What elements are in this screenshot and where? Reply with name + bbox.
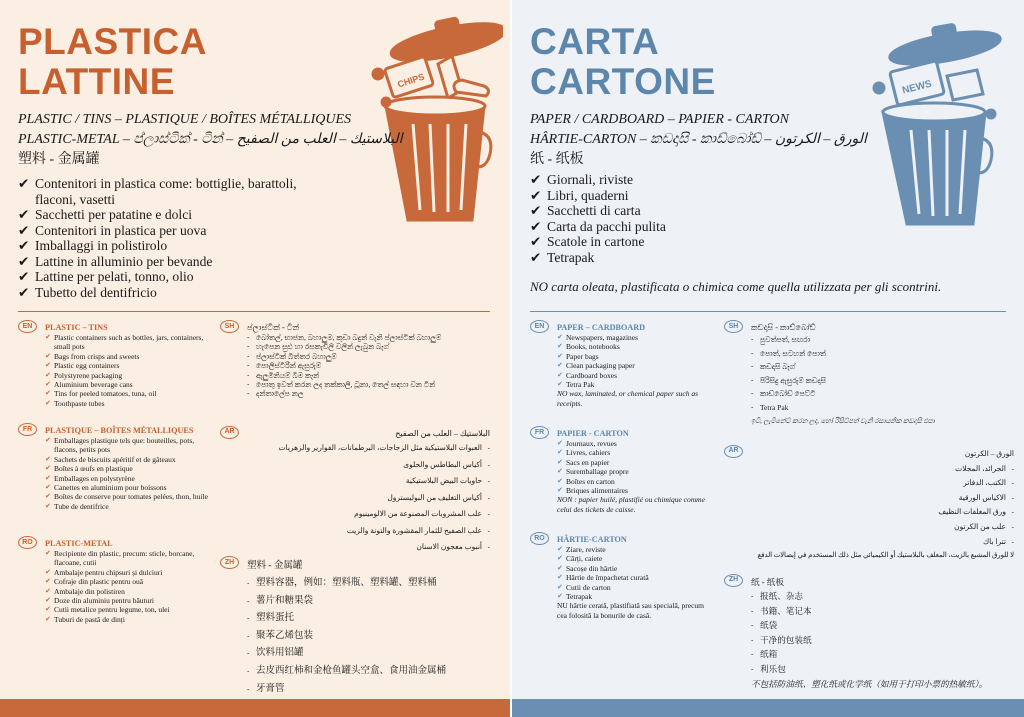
section-note: 不包括防油纸、塑化纸或化学纸（如用于打印小票的热敏纸）。 bbox=[751, 678, 988, 689]
paper-subtitle-zh: 纸 - 纸板 bbox=[530, 152, 584, 167]
list-item: - 聚苯乙烯包装 bbox=[247, 628, 500, 646]
section-sh bbox=[220, 322, 490, 399]
list-item: ✔ Books, notebooks bbox=[557, 342, 710, 351]
language-badge: ZH bbox=[724, 574, 743, 587]
divider bbox=[530, 311, 1006, 312]
list-item: ✔ Sacs en papier bbox=[557, 458, 710, 467]
list-item: - ප්ලාස්ටික් බිත්තර බහාලුම් bbox=[247, 352, 490, 361]
list-item: - حاويات البيض البلاستيكية bbox=[247, 473, 490, 490]
list-item: - تترا باك bbox=[751, 535, 1014, 550]
section-title: البلاستيك – العلب من الصفيح bbox=[395, 429, 490, 438]
list-item: - ඇලුමිනියම් බීම කෑන් bbox=[247, 371, 490, 380]
section-note: لا للورق المشبع بالزيت، المغلف بالبلاستيك أو الكيميائي مثل ذلك المستخدم في إيصالات الدفع bbox=[757, 552, 1014, 560]
plastic-subtitle-2: PLASTIC-METAL – ප්ලාස්ටික් - ටින් – البلاستيك – العلب من الصفيح bbox=[18, 132, 403, 147]
list-item: - الجرائد، المجلات bbox=[751, 462, 1014, 477]
list-item: ✔ Canettes en aluminium pour boissons bbox=[45, 483, 214, 492]
list-item: - 报纸、杂志 bbox=[751, 589, 1014, 604]
list-item: ✔ Tubetto del dentifricio bbox=[18, 285, 338, 301]
bin-label: CHIPS bbox=[396, 71, 426, 90]
language-badge: FR bbox=[18, 423, 37, 436]
list-item: ✔ Clean packaging paper bbox=[557, 361, 710, 370]
language-badge: SH bbox=[724, 320, 743, 333]
section-zh bbox=[724, 576, 1014, 691]
list-item: ✔ Paper bags bbox=[557, 352, 710, 361]
list-item: - පොලිස්ටිරීන් ඇසුරුම් bbox=[247, 361, 490, 370]
plastic-subtitle-1: PLASTIC / TINS – PLASTIQUE / BOÎTES MÉTALLIQUES bbox=[18, 112, 352, 127]
list-item: ✔ Imballaggi in polistirolo bbox=[18, 238, 338, 254]
list-item: ✔ Plastic containers such as bottles, jars, containers, small pots bbox=[45, 333, 214, 352]
plastic-panel bbox=[0, 0, 510, 717]
list-item: ✔ Aluminium beverage cans bbox=[45, 380, 214, 389]
paper-warning-note: NO carta oleata, plastificata o chimica come quella utilizzata per gli scontrini. bbox=[530, 279, 942, 294]
section-title: කඩදාසි - කාඩ්බෝඩ් bbox=[751, 323, 816, 332]
trash-bin-plastic-icon bbox=[368, 14, 503, 224]
list-item: - 纸袋 bbox=[751, 618, 1014, 633]
list-item: ✔ Contenitori in plastica per uova bbox=[18, 223, 338, 239]
list-item: - ورق المغلفات النظيف bbox=[751, 505, 1014, 520]
list-item: ✔ Boîtes de conserve pour tomates pelées, thon, huile bbox=[45, 492, 214, 501]
list-item: ✔ Cutii de carton bbox=[557, 583, 714, 592]
list-item: - බෝතල්, භාජන, බහාලුම, කුඩා බදුන් වැනි ප්ලාස්ටික් බහාලුම් bbox=[247, 333, 490, 342]
list-item: - علب الصفيح للثمار المقشورة والتونة والزيت bbox=[247, 523, 490, 540]
list-item: ✔ Lattine per pelati, tonno, olio bbox=[18, 269, 338, 285]
list-item: ✔ Briques alimentaires bbox=[557, 486, 710, 495]
list-item: ✔ Livres, cahiers bbox=[557, 448, 710, 457]
list-item: ✔ Polystyrene packaging bbox=[45, 371, 214, 380]
language-badge: FR bbox=[530, 426, 549, 439]
list-item: ✔ Bags from crisps and sweets bbox=[45, 352, 214, 361]
section-ro bbox=[18, 538, 214, 624]
bin-label: NEWS bbox=[901, 78, 934, 97]
section-title: ප්ලාස්ටික් - ටින් bbox=[247, 323, 300, 332]
list-item: - علب المشروبات المصنوعة من الالومينيوم bbox=[247, 506, 490, 523]
list-item: - 利乐包 bbox=[751, 662, 1014, 677]
list-item: - الكتب، الدفاتر bbox=[751, 476, 1014, 491]
section-fr bbox=[530, 428, 710, 514]
list-item: - 饮料用铝罐 bbox=[247, 645, 500, 663]
list-item: ✔ Scatole in cartone bbox=[530, 234, 830, 250]
list-item: ✔ Carta da pacchi pulita bbox=[530, 219, 830, 235]
list-item: - الاكياس الورقية bbox=[751, 491, 1014, 506]
list-item: ✔ Cărți, caiete bbox=[557, 554, 714, 563]
language-badge: SH bbox=[220, 320, 239, 333]
list-item: ✔ Tins for peeled tomatoes, tuna, oil bbox=[45, 389, 214, 398]
list-item: ✔ Newspapers, magazines bbox=[557, 333, 710, 342]
list-item: - العبوات البلاستيكية مثل الزجاجات، البرطمانات، الفوارير والزهريات bbox=[247, 440, 490, 457]
list-item: ✔ Ziare, reviste bbox=[557, 545, 714, 554]
plastic-subtitle-zh: 塑料 - 金属罐 bbox=[18, 152, 100, 167]
section-title: PLASTIC-METAL bbox=[45, 539, 113, 548]
plastic-title: PLASTICA LATTINE bbox=[18, 21, 207, 102]
list-item: ✔ Sacchetti per patatine e dolci bbox=[18, 207, 338, 223]
list-item: ✔ Libri, quaderni bbox=[530, 188, 830, 204]
section-fr bbox=[18, 425, 214, 511]
list-item: ✔ Sacoșe din hârtie bbox=[557, 564, 714, 573]
section-title: HÂRTIE-CARTON bbox=[557, 535, 627, 544]
list-item: - أكياس البطاطس والحلوى bbox=[247, 457, 490, 474]
list-item: ✔ Boîtes à œufs en plastique bbox=[45, 464, 214, 473]
footer-bar bbox=[512, 699, 1024, 717]
list-item: - කඩදාසි බෑග් bbox=[751, 360, 1014, 374]
list-item: ✔ Lattine in alluminio per bevande bbox=[18, 254, 338, 270]
paper-subtitle-2: HÂRTIE-CARTON – කඩදාසි - කාඩ්බෝඩ් – الورق – الكرتون bbox=[530, 132, 867, 147]
section-zh bbox=[220, 558, 500, 698]
list-item: - 书籍、笔记本 bbox=[751, 604, 1014, 619]
list-item: - 牙膏管 bbox=[247, 681, 500, 699]
footer-bar bbox=[0, 699, 510, 717]
section-note: ඉටි, ලැමිනේට් කරන ලද, හෝ රිසිට්පත් වැනි රසායනික කඩදාසි එපා bbox=[751, 417, 935, 425]
language-badge: AR bbox=[220, 426, 239, 439]
section-ro bbox=[530, 534, 714, 620]
list-item: ✔ Emballages en polystyrène bbox=[45, 474, 214, 483]
paper-panel bbox=[512, 0, 1024, 717]
list-item: ✔ Journaux, revues bbox=[557, 439, 710, 448]
list-item: ✔ Recipiente din plastic, precum: sticle, borcane, flacoane, cutii bbox=[45, 549, 214, 568]
list-item: ✔ Toothpaste tubes bbox=[45, 399, 214, 408]
language-badge: AR bbox=[724, 445, 743, 458]
list-item: ✔ Emballages plastique tels que: bouteilles, pots, flacons, petits pots bbox=[45, 436, 214, 455]
list-item: ✔ Ambalaje din polistiren bbox=[45, 587, 214, 596]
list-item: - දන්තාලේප නල bbox=[247, 389, 490, 398]
list-item: ✔ Cutii metalice pentru legume, ton, ulei bbox=[45, 605, 214, 614]
list-item: - 塑料容器，例如：塑料瓶、塑料罐、塑料桶 bbox=[247, 575, 500, 593]
section-note: NON : papier huilé, plastifié ou chimique comme celui des tickets de caisse. bbox=[557, 495, 705, 514]
section-note: NO wax, laminated, or chemical paper such as receipts. bbox=[557, 389, 699, 408]
list-item: ✔ Tetra Pak bbox=[557, 380, 710, 389]
list-item: ✔ Boîtes en carton bbox=[557, 477, 710, 486]
list-item: - හැපෙන සුළු හා රසකැවිලි වලින් ලැබුන බෑග් bbox=[247, 342, 490, 351]
list-item: ✔ Contenitori in plastica come: bottiglie, barattoli, flaconi, vasetti bbox=[18, 176, 338, 207]
list-item: - 干净的包装纸 bbox=[751, 633, 1014, 648]
list-item: - أكياس التغليف من البوليسترول bbox=[247, 490, 490, 507]
paper-title: CARTA CARTONE bbox=[530, 21, 716, 102]
list-item: - 薯片和糖果袋 bbox=[247, 593, 500, 611]
section-title: الورق – الكرتون bbox=[964, 449, 1014, 458]
list-item: - أنبوب معجون الاسنان bbox=[247, 539, 490, 556]
section-en bbox=[18, 322, 214, 408]
list-item: - 塑料蛋托 bbox=[247, 610, 500, 628]
section-sh bbox=[724, 322, 1014, 428]
section-title: PLASTIQUE – BOÎTES MÉTALLIQUES bbox=[45, 426, 194, 435]
list-item: - 纸箱 bbox=[751, 647, 1014, 662]
language-badge: RO bbox=[18, 536, 37, 549]
list-item: ✔ Ambalaje pentru chipsuri și dulciuri bbox=[45, 568, 214, 577]
list-item: ✔ Sachets de biscuits apéritif et de gâteaux bbox=[45, 455, 214, 464]
section-title: 塑料 - 金属罐 bbox=[247, 561, 303, 571]
list-item: ✔ Suremballage propre bbox=[557, 467, 710, 476]
section-title: PAPIER - CARTON bbox=[557, 429, 629, 438]
list-item: - 去皮西红柿和金枪鱼罐头空盒、食用油金属桶 bbox=[247, 663, 500, 681]
paper-main-list bbox=[530, 172, 830, 265]
language-badge: RO bbox=[530, 532, 549, 545]
list-item: - පොතු ඉවත් කරන ලද තක්කාලි, ටූනා, තෙල් සඳහා වන ටින් bbox=[247, 380, 490, 389]
paper-subtitle-1: PAPER / CARDBOARD – PAPIER - CARTON bbox=[530, 112, 789, 127]
list-item: - Tetra Pak bbox=[751, 401, 1014, 415]
list-item: - පොත්, සටහන් පොත් bbox=[751, 347, 1014, 361]
language-badge: EN bbox=[530, 320, 549, 333]
plastic-main-list bbox=[18, 176, 338, 300]
list-item: ✔ Tuburi de pastă de dinți bbox=[45, 615, 214, 624]
language-badge: ZH bbox=[220, 556, 239, 569]
section-en bbox=[530, 322, 710, 408]
list-item: ✔ Plastic egg containers bbox=[45, 361, 214, 370]
section-note: NU hârtie cerată, plastifiată sau specială, precum cea folosită la bonurile de casă. bbox=[557, 601, 705, 620]
list-item: ✔ Tetrapak bbox=[530, 250, 830, 266]
list-item: ✔ Hârtie de împachetat curată bbox=[557, 573, 714, 582]
language-badge: EN bbox=[18, 320, 37, 333]
list-item: ✔ Sacchetti di carta bbox=[530, 203, 830, 219]
list-item: ✔ Cofraje din plastic pentru ouă bbox=[45, 577, 214, 586]
list-item: ✔ Cardboard boxes bbox=[557, 371, 710, 380]
list-item: - පුවත්පත්, සඟරා bbox=[751, 333, 1014, 347]
section-ar bbox=[724, 447, 1014, 564]
list-item: ✔ Doze din aluminiu pentru băuturi bbox=[45, 596, 214, 605]
list-item: ✔ Giornali, riviste bbox=[530, 172, 830, 188]
list-item: - පිරිසිදු ඇසුරුම් කඩදාසි bbox=[751, 374, 1014, 388]
list-item: - කාඩ්බෝඩ් පෙට්ටි bbox=[751, 387, 1014, 401]
section-ar bbox=[220, 428, 490, 556]
section-title: 纸 - 纸板 bbox=[751, 577, 784, 587]
divider bbox=[18, 311, 490, 312]
section-title: PAPER – CARDBOARD bbox=[557, 323, 646, 332]
section-title: PLASTIC – TINS bbox=[45, 323, 108, 332]
trash-bin-paper-icon bbox=[867, 18, 1002, 228]
list-item: ✔ Tetrapak bbox=[557, 592, 714, 601]
list-item: - علب من الكرتون bbox=[751, 520, 1014, 535]
list-item: ✔ Tube de dentifrice bbox=[45, 502, 214, 511]
